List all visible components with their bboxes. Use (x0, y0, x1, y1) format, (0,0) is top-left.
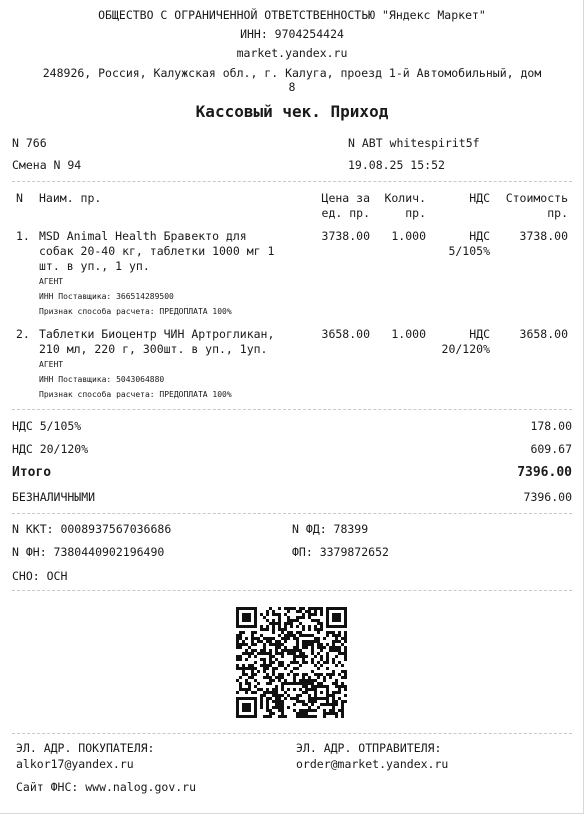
column-header-vat: НДС (469, 191, 490, 205)
vat5-value: 178.00 (530, 419, 572, 433)
fd-number: N ФД: 78399 (292, 522, 369, 536)
item-2-supplier-inn: ИНН Поставщика: 5043064880 (39, 375, 165, 384)
column-header-price-line1: Цена за (321, 191, 370, 205)
sno: СНО: ОСН (12, 569, 68, 583)
company-inn: ИНН: 9704254424 (240, 27, 344, 41)
company-address-line1: 248926, Россия, Калужская обл., г. Калуга, проезд 1-й Автомобильный, дом (42, 66, 542, 80)
cashless-label: БЕЗНАЛИЧНЫМИ (12, 490, 96, 504)
item-1-vat-line2: 5/105% (448, 244, 490, 258)
vat5-label: НДС 5/105% (12, 419, 82, 433)
avt-number: N АВТ whitespirit5f (348, 136, 480, 150)
divider (12, 181, 572, 182)
item-1-vat-line1: НДС (469, 229, 490, 243)
receipt-datetime: 19.08.25 15:52 (348, 158, 445, 172)
divider (12, 733, 572, 734)
item-1-qty: 1.000 (391, 229, 426, 243)
fn-number: N ФН: 7380440902196490 (12, 545, 165, 559)
item-1-name-line2: собак 20-40 кг, таблетки 1000 мг 1 (39, 244, 275, 258)
column-header-name: Наим. пр. (39, 191, 102, 205)
sender-email-label: ЭЛ. АДР. ОТПРАВИТЕЛЯ: (296, 741, 442, 755)
kkt-number: N ККТ: 0008937567036686 (12, 522, 172, 536)
fp-number: ФП: 3379872652 (292, 545, 389, 559)
fns-site[interactable]: Сайт ФНС: www.nalog.gov.ru (16, 780, 197, 794)
item-2-name-line2: 210 мл, 220 г, 300шт. в уп., 1уп. (39, 342, 268, 356)
receipt-title: Кассовый чек. Приход (195, 102, 389, 121)
company-address-line2: 8 (288, 80, 296, 94)
item-2-agent: АГЕНТ (39, 360, 64, 369)
divider (12, 513, 572, 514)
cashless-value: 7396.00 (523, 490, 572, 504)
item-1-agent: АГЕНТ (39, 277, 64, 286)
column-header-price-line2: ед. пр. (321, 206, 370, 220)
item-2-qty: 1.000 (391, 327, 426, 341)
divider (12, 409, 572, 410)
column-header-n: N (16, 191, 23, 205)
shift-number: Смена N 94 (12, 158, 82, 172)
item-2-name-line1: Таблетки Биоцентр ЧИН Артрогликан, (39, 327, 275, 341)
column-header-cost-line2: пр. (547, 206, 568, 220)
item-1-name-line3: шт. в уп., 1 уп. (39, 259, 150, 273)
item-1-cost: 3738.00 (519, 229, 568, 243)
vat20-label: НДС 20/120% (12, 442, 89, 456)
column-header-qty-line2: пр. (405, 206, 426, 220)
item-2-vat-line1: НДС (469, 327, 490, 341)
buyer-email-label: ЭЛ. АДР. ПОКУПАТЕЛЯ: (16, 741, 155, 755)
item-2-cost: 3658.00 (519, 327, 568, 341)
vat20-value: 609.67 (530, 442, 572, 456)
receipt-number: N 766 (12, 136, 47, 150)
total-label: Итого (12, 465, 52, 480)
item-2-payment-method: Признак способа расчета: ПРЕДОПЛАТА 100% (39, 390, 232, 399)
divider (12, 590, 572, 591)
item-2-price: 3658.00 (321, 327, 370, 341)
item-2-vat-line2: 20/120% (441, 342, 490, 356)
qr-code-icon (236, 607, 347, 718)
column-header-cost-line1: Стоимость (505, 191, 568, 205)
item-1-name-line1: MSD Animal Health Бравекто для (39, 229, 247, 243)
item-1-price: 3738.00 (321, 229, 370, 243)
column-header-qty-line1: Колич. (384, 191, 426, 205)
buyer-email[interactable]: alkor17@yandex.ru (16, 757, 134, 771)
sender-email[interactable]: order@market.yandex.ru (296, 757, 449, 771)
item-1-number: 1. (16, 229, 30, 243)
item-1-payment-method: Признак способа расчета: ПРЕДОПЛАТА 100% (39, 307, 232, 316)
company-name: ОБЩЕСТВО С ОГРАНИЧЕННОЙ ОТВЕТСТВЕННОСТЬЮ "Яндекс Маркет" (98, 8, 486, 22)
company-site: market.yandex.ru (236, 46, 348, 60)
total-value: 7396.00 (517, 465, 572, 480)
item-1-supplier-inn: ИНН Поставщика: 366514289500 (39, 292, 174, 301)
item-2-number: 2. (16, 327, 30, 341)
